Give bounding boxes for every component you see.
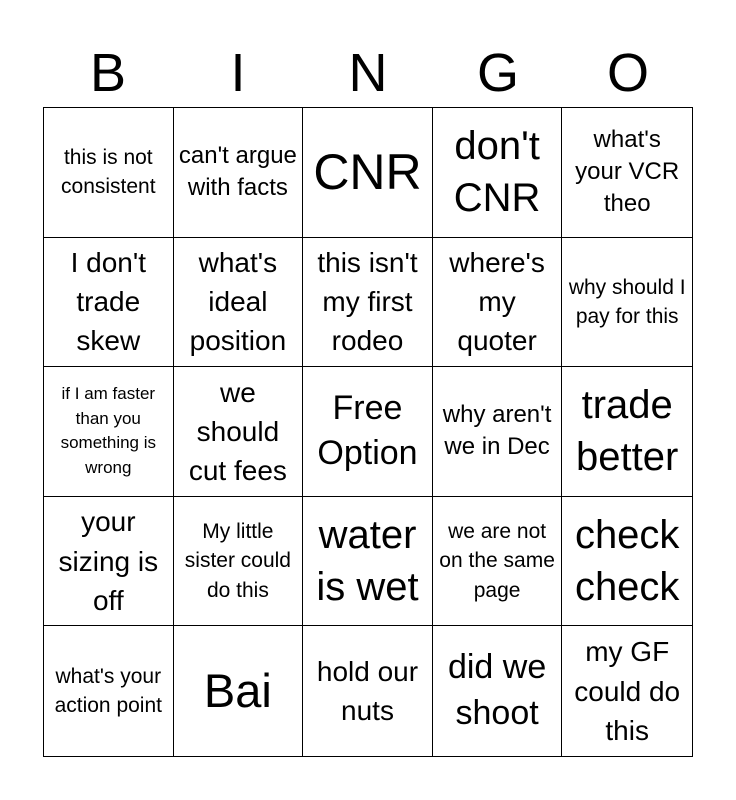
cell-text: why should I pay for this [568, 275, 686, 328]
bingo-cell[interactable] [303, 626, 433, 756]
bingo-cell[interactable] [174, 367, 304, 497]
cell-text: Free Option [317, 388, 418, 473]
bingo-cell[interactable] [433, 238, 563, 368]
cell-text: what's your action point [54, 664, 162, 718]
cell-text: hold our nuts [316, 656, 419, 727]
header-letter-b: B [89, 43, 127, 103]
cell-text: we are not on the same page [439, 520, 555, 602]
bingo-cell[interactable] [433, 108, 563, 238]
cell-text: what's your VCR theo [575, 125, 680, 218]
bingo-cell[interactable] [174, 238, 304, 368]
cell-text: check check [574, 513, 680, 610]
bingo-cell[interactable] [433, 367, 563, 497]
header-letter-g: G [476, 43, 519, 103]
bingo-cell[interactable] [174, 626, 304, 756]
cell-text: if I am faster than you something is wrong [60, 384, 157, 478]
bingo-cell[interactable] [562, 238, 692, 368]
bingo-cell[interactable] [303, 108, 433, 238]
bingo-cell[interactable] [44, 108, 174, 238]
cell-text: this is not consistent [61, 145, 156, 199]
bingo-cell[interactable] [562, 367, 692, 497]
bingo-cell[interactable] [433, 497, 563, 627]
cell-text: did we shoot [447, 648, 547, 733]
bingo-cell[interactable] [433, 626, 563, 756]
bingo-cell[interactable] [44, 497, 174, 627]
bingo-cell[interactable] [174, 497, 304, 627]
cell-text: Bai [203, 664, 272, 717]
bingo-cell[interactable] [562, 497, 692, 627]
bingo-cell[interactable] [303, 238, 433, 368]
cell-text: don't CNR [453, 124, 541, 221]
bingo-cell[interactable] [44, 238, 174, 368]
cell-text: my GF could do this [574, 636, 681, 746]
cell-text: I don't trade skew [70, 247, 146, 357]
cell-text: can't argue with facts [178, 141, 297, 202]
bingo-cell[interactable] [562, 626, 692, 756]
bingo-header [43, 40, 693, 106]
bingo-cell[interactable] [174, 108, 304, 238]
bingo-cell[interactable] [303, 497, 433, 627]
cell-text: we should cut fees [188, 376, 287, 487]
header-letter-i: I [230, 43, 246, 103]
cell-text: where's my quoter [449, 247, 545, 357]
bingo-cell[interactable] [303, 367, 433, 497]
bingo-cell[interactable] [562, 108, 692, 238]
cell-text: why aren't we in Dec [442, 401, 552, 461]
bingo-cell[interactable] [44, 626, 174, 756]
cell-text: your sizing is off [58, 506, 159, 616]
cell-text: My little sister could do this [184, 520, 291, 602]
cell-text: CNR [313, 143, 422, 200]
bingo-board [43, 107, 693, 757]
header-letter-o: O [606, 43, 649, 103]
cell-text: this isn't my first rodeo [317, 247, 418, 357]
cell-text: what's ideal position [189, 247, 287, 357]
header-letter-n: N [348, 43, 388, 103]
bingo-cell[interactable] [44, 367, 174, 497]
cell-text: water is wet [316, 513, 419, 610]
cell-text: trade better [576, 383, 679, 480]
